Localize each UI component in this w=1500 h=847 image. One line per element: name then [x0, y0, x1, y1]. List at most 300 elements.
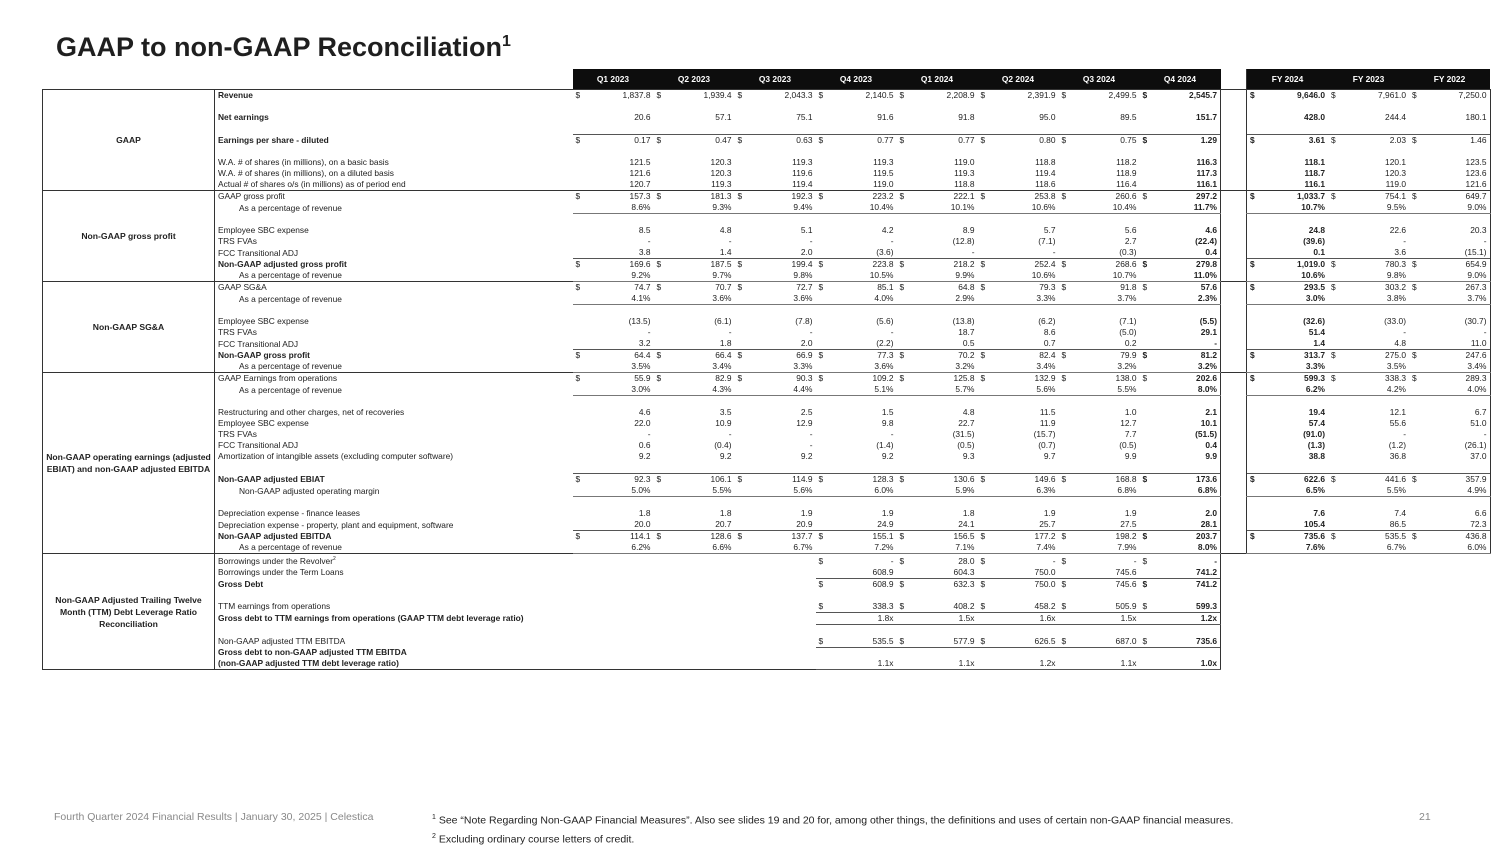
- quarter-value: -: [666, 327, 735, 338]
- currency-symbol: [897, 647, 909, 670]
- table-row: [43, 270, 1491, 282]
- quarter-value: 8.6%: [585, 202, 654, 214]
- empty-cell: [1247, 612, 1260, 624]
- quarter-value: 268.6: [1071, 259, 1140, 271]
- quarter-value: 4.6: [585, 407, 654, 418]
- year-value: 3.8%: [1340, 293, 1409, 305]
- currency-symbol: [897, 519, 909, 531]
- currency-symbol: [1247, 270, 1260, 282]
- currency-symbol: [573, 247, 585, 259]
- quarter-value: 9.9%: [909, 270, 978, 282]
- currency-symbol: [816, 247, 828, 259]
- quarter-value: [666, 612, 735, 624]
- currency-symbol: $: [1140, 90, 1152, 102]
- empty-cell: [1340, 612, 1409, 624]
- currency-symbol: $: [897, 636, 909, 648]
- year-value: -: [1421, 327, 1490, 338]
- spacer: [666, 214, 735, 226]
- currency-symbol: [1059, 418, 1071, 429]
- currency-symbol: $: [816, 191, 828, 203]
- currency-symbol: [573, 451, 585, 462]
- currency-symbol: [1059, 361, 1071, 373]
- column-gap: [1221, 567, 1247, 579]
- currency-symbol: [1140, 508, 1152, 519]
- currency-symbol: $: [1247, 191, 1260, 203]
- currency-symbol: $: [1247, 474, 1260, 486]
- year-value: 9.5%: [1340, 202, 1409, 214]
- currency-symbol: $: [816, 282, 828, 294]
- currency-symbol: [1059, 440, 1071, 451]
- table-row: [43, 474, 1491, 486]
- quarter-value: 72.7: [747, 282, 816, 294]
- empty-cell: [1247, 636, 1260, 648]
- section-label: Non-GAAP operating earnings (adjusted EBIAT) and non-GAAP adjusted EBITDA: [43, 373, 215, 554]
- quarter-value: 1.5x: [909, 612, 978, 624]
- spacer: [816, 214, 828, 226]
- row-label-text: FCC Transitional ADJ: [218, 339, 298, 349]
- spacer: [573, 101, 585, 112]
- empty-cell: [1421, 601, 1490, 613]
- currency-symbol: $: [735, 373, 747, 385]
- row-label-text: Depreciation expense - property, plant and equipment, software: [218, 520, 453, 530]
- quarter-value: 4.2: [828, 225, 897, 236]
- page-title: GAAP to non-GAAP Reconciliation$^1$: [56, 32, 511, 63]
- spacer: [666, 305, 735, 317]
- currency-symbol: [1328, 236, 1340, 247]
- currency-symbol: [816, 384, 828, 396]
- quarter-value: 20.0: [585, 519, 654, 531]
- quarter-value: 11.5: [990, 407, 1059, 418]
- column-gap: [1221, 407, 1247, 418]
- empty-cell: [1409, 647, 1421, 670]
- empty-cell: [1409, 612, 1421, 624]
- table-row: [43, 293, 1491, 305]
- year-value: (1.3): [1259, 440, 1328, 451]
- spacer: [1409, 146, 1421, 157]
- spacer: [1059, 214, 1071, 226]
- column-gap: [1221, 338, 1247, 350]
- section-label: Non-GAAP gross profit: [43, 191, 215, 282]
- quarter-value: 9.2: [747, 451, 816, 462]
- currency-symbol: $: [573, 282, 585, 294]
- spacer: [735, 624, 747, 636]
- spacer: [1140, 123, 1152, 135]
- quarter-value: 12.7: [1071, 418, 1140, 429]
- currency-symbol: $: [1328, 135, 1340, 147]
- quarter-value: 3.4%: [990, 361, 1059, 373]
- spacer-row: [43, 123, 1491, 135]
- quarter-value: 11.0%: [1152, 270, 1221, 282]
- quarter-value: 4.8: [666, 225, 735, 236]
- table-row: [43, 601, 1491, 613]
- currency-symbol: [1328, 508, 1340, 519]
- spacer: [735, 305, 747, 317]
- currency-symbol: [735, 554, 747, 567]
- quarter-value: 187.5: [666, 259, 735, 271]
- empty-cell: [1328, 567, 1340, 579]
- currency-symbol: [654, 112, 666, 123]
- spacer: [1259, 123, 1328, 135]
- spacer: [735, 123, 747, 135]
- quarter-value: -: [585, 429, 654, 440]
- quarter-value: 91.8: [909, 112, 978, 123]
- currency-symbol: [654, 554, 666, 567]
- quarter-value: 119.3: [666, 179, 735, 191]
- currency-symbol: [1247, 338, 1260, 350]
- quarter-value: (5.0): [1071, 327, 1140, 338]
- currency-symbol: $: [978, 373, 990, 385]
- currency-symbol: [654, 202, 666, 214]
- currency-symbol: [816, 361, 828, 373]
- currency-symbol: [897, 202, 909, 214]
- quarter-value: 279.8: [1152, 259, 1221, 271]
- empty-cell: [1328, 554, 1340, 567]
- currency-symbol: $: [1140, 578, 1152, 590]
- spacer: [1328, 214, 1340, 226]
- currency-symbol: [897, 270, 909, 282]
- quarter-value: 82.4: [990, 350, 1059, 362]
- currency-symbol: $: [1059, 135, 1071, 147]
- currency-symbol: [654, 327, 666, 338]
- quarter-value: 79.9: [1071, 350, 1140, 362]
- currency-symbol: [654, 612, 666, 624]
- quarter-value: -: [990, 247, 1059, 259]
- currency-symbol: $: [1247, 259, 1260, 271]
- quarter-value: 0.4: [1152, 440, 1221, 451]
- quarter-value: 10.6%: [990, 202, 1059, 214]
- currency-symbol: $: [1247, 282, 1260, 294]
- quarter-value: 3.2%: [1071, 361, 1140, 373]
- spacer: [1152, 101, 1221, 112]
- quarter-value: 10.1: [1152, 418, 1221, 429]
- spacer: [828, 101, 897, 112]
- currency-symbol: [1059, 542, 1071, 554]
- row-label-text: Borrowings under the Revolver: [218, 556, 333, 566]
- currency-symbol: [1140, 485, 1152, 497]
- currency-symbol: $: [897, 90, 909, 102]
- empty-cell: [1409, 601, 1421, 613]
- currency-symbol: [816, 293, 828, 305]
- quarter-value: 505.9: [1071, 601, 1140, 613]
- spacer: [1221, 624, 1247, 636]
- quarter-value: 10.6%: [990, 270, 1059, 282]
- currency-symbol: $: [897, 373, 909, 385]
- spacer: [1140, 497, 1152, 509]
- quarter-value: 2.0: [1152, 508, 1221, 519]
- empty-cell: [1328, 612, 1340, 624]
- currency-symbol: [978, 293, 990, 305]
- quarter-value: 137.7: [747, 531, 816, 543]
- currency-symbol: [1247, 157, 1260, 168]
- spacer: [1140, 101, 1152, 112]
- quarter-value: 6.6%: [666, 542, 735, 554]
- spacer: [1259, 590, 1328, 601]
- currency-symbol: [1059, 225, 1071, 236]
- spacer: [747, 396, 816, 408]
- currency-symbol: [978, 519, 990, 531]
- spacer: [1221, 214, 1247, 226]
- currency-symbol: [1328, 485, 1340, 497]
- quarter-value: 118.8: [990, 157, 1059, 168]
- quarter-value: 119.0: [828, 179, 897, 191]
- row-label: [215, 474, 573, 486]
- quarter-value: 3.3%: [990, 293, 1059, 305]
- currency-symbol: [735, 293, 747, 305]
- quarter-value: 8.0%: [1152, 384, 1221, 396]
- spacer: [1071, 590, 1140, 601]
- currency-symbol: [573, 519, 585, 531]
- currency-symbol: [978, 418, 990, 429]
- currency-symbol: [816, 440, 828, 451]
- quarter-value: 1.9: [990, 508, 1059, 519]
- spacer: [1059, 462, 1071, 474]
- column-header: Q1 2024: [897, 69, 978, 90]
- spacer: [897, 590, 909, 601]
- quarter-value: 745.6: [1071, 567, 1140, 579]
- spacer: [816, 590, 828, 601]
- year-value: 3.4%: [1421, 361, 1490, 373]
- currency-symbol: $: [573, 474, 585, 486]
- quarter-value: 5.1%: [828, 384, 897, 396]
- quarter-value: 10.5%: [828, 270, 897, 282]
- quarter-value: 0.5: [909, 338, 978, 350]
- empty-cell: [1259, 612, 1328, 624]
- column-gap: [1221, 542, 1247, 554]
- currency-symbol: [978, 485, 990, 497]
- year-value: 4.0%: [1421, 384, 1490, 396]
- column-gap: [1221, 485, 1247, 497]
- currency-symbol: $: [1328, 373, 1340, 385]
- spacer: [1421, 624, 1490, 636]
- currency-symbol: [1328, 407, 1340, 418]
- currency-symbol: [978, 407, 990, 418]
- footnote-ref: 2: [333, 556, 336, 562]
- year-value: 118.7: [1259, 168, 1328, 179]
- year-value: 3.61: [1259, 135, 1328, 147]
- year-value: 267.3: [1421, 282, 1490, 294]
- quarter-value: (0.3): [1071, 247, 1140, 259]
- section-label: Non-GAAP Adjusted Trailing Twelve Month (TTM) Debt Leverage Ratio Reconciliation: [43, 554, 215, 670]
- quarter-value: 119.5: [828, 168, 897, 179]
- table-row: [43, 191, 1491, 203]
- spacer: [573, 624, 585, 636]
- quarter-value: [666, 601, 735, 613]
- spacer: [1071, 123, 1140, 135]
- quarter-value: 173.6: [1152, 474, 1221, 486]
- year-value: 654.9: [1421, 259, 1490, 271]
- currency-symbol: [1409, 179, 1421, 191]
- year-value: 357.9: [1421, 474, 1490, 486]
- currency-symbol: [897, 179, 909, 191]
- quarter-value: 149.6: [990, 474, 1059, 486]
- year-value: 338.3: [1340, 373, 1409, 385]
- row-label: [215, 135, 573, 147]
- spacer: [666, 497, 735, 509]
- currency-symbol: [1247, 247, 1260, 259]
- empty-cell: [1259, 601, 1328, 613]
- quarter-value: -: [666, 429, 735, 440]
- currency-symbol: $: [735, 135, 747, 147]
- currency-symbol: $: [1059, 191, 1071, 203]
- year-value: 6.7%: [1340, 542, 1409, 554]
- currency-symbol: [1140, 567, 1152, 579]
- quarter-value: 2.1: [1152, 407, 1221, 418]
- currency-symbol: $: [1409, 191, 1421, 203]
- spacer: [1059, 497, 1071, 509]
- quarter-value: 116.3: [1152, 157, 1221, 168]
- currency-symbol: [1328, 293, 1340, 305]
- empty-cell: [1259, 578, 1328, 590]
- currency-symbol: [1328, 542, 1340, 554]
- currency-symbol: [573, 270, 585, 282]
- column-gap: [1221, 350, 1247, 362]
- year-value: 72.3: [1421, 519, 1490, 531]
- currency-symbol: [654, 179, 666, 191]
- currency-symbol: [1328, 112, 1340, 123]
- year-value: 19.4: [1259, 407, 1328, 418]
- quarter-value: 1,837.8: [585, 90, 654, 102]
- quarter-value: 608.9: [828, 567, 897, 579]
- currency-symbol: [1409, 429, 1421, 440]
- currency-symbol: $: [1140, 531, 1152, 543]
- currency-symbol: [1409, 316, 1421, 327]
- spacer: [585, 590, 654, 601]
- table-row: [43, 168, 1491, 179]
- currency-symbol: [816, 418, 828, 429]
- currency-symbol: [735, 247, 747, 259]
- quarter-value: 114.9: [747, 474, 816, 486]
- year-value: 436.8: [1421, 531, 1490, 543]
- currency-symbol: $: [1328, 474, 1340, 486]
- currency-symbol: [1059, 179, 1071, 191]
- currency-symbol: [573, 440, 585, 451]
- currency-symbol: [1140, 179, 1152, 191]
- table-row: [43, 236, 1491, 247]
- quarter-value: (5.5): [1152, 316, 1221, 327]
- column-gap: [1221, 247, 1247, 259]
- quarter-value: 203.7: [1152, 531, 1221, 543]
- reconciliation-table: [42, 69, 1491, 670]
- quarter-value: 121.5: [585, 157, 654, 168]
- spacer: [1247, 497, 1260, 509]
- year-value: 86.5: [1340, 519, 1409, 531]
- quarter-value: 181.3: [666, 191, 735, 203]
- spacer: [978, 497, 990, 509]
- spacer: [1059, 305, 1071, 317]
- quarter-value: -: [585, 236, 654, 247]
- table-row: [43, 225, 1491, 236]
- spacer: [1259, 305, 1328, 317]
- currency-symbol: $: [1140, 601, 1152, 613]
- spacer: [654, 497, 666, 509]
- currency-symbol: [654, 236, 666, 247]
- currency-symbol: $: [573, 191, 585, 203]
- currency-symbol: $: [1409, 350, 1421, 362]
- spacer: [585, 305, 654, 317]
- currency-symbol: $: [1409, 90, 1421, 102]
- spacer: [897, 396, 909, 408]
- row-label: [215, 270, 573, 282]
- currency-symbol: [1140, 418, 1152, 429]
- spacer: [897, 214, 909, 226]
- quarter-value: 3.2%: [909, 361, 978, 373]
- quarter-value: (12.8): [909, 236, 978, 247]
- quarter-value: 118.9: [1071, 168, 1140, 179]
- currency-symbol: [978, 168, 990, 179]
- spacer: [1152, 305, 1221, 317]
- quarter-value: 9.7%: [666, 270, 735, 282]
- row-label-text: As a percentage of revenue: [239, 294, 342, 304]
- spacer: [828, 146, 897, 157]
- year-value: 313.7: [1259, 350, 1328, 362]
- column-gap: [1221, 531, 1247, 543]
- spacer: [1152, 146, 1221, 157]
- quarter-value: 2.3%: [1152, 293, 1221, 305]
- spacer: [1259, 462, 1328, 474]
- column-gap: [1221, 225, 1247, 236]
- currency-symbol: [1059, 112, 1071, 123]
- page-number: 21: [1419, 811, 1431, 823]
- spacer: [654, 462, 666, 474]
- row-label: [215, 327, 573, 338]
- table-row: [43, 519, 1491, 531]
- currency-symbol: [1247, 225, 1260, 236]
- currency-symbol: [573, 316, 585, 327]
- currency-symbol: $: [1140, 191, 1152, 203]
- spacer: [654, 214, 666, 226]
- quarter-value: 116.4: [1071, 179, 1140, 191]
- spacer: [1421, 462, 1490, 474]
- spacer: [1421, 146, 1490, 157]
- quarter-value: 10.7%: [1071, 270, 1140, 282]
- column-gap: [1221, 270, 1247, 282]
- currency-symbol: [654, 508, 666, 519]
- spacer: [1409, 590, 1421, 601]
- empty-cell: [1421, 636, 1490, 648]
- quarter-value: 222.1: [909, 191, 978, 203]
- currency-symbol: $: [1409, 373, 1421, 385]
- spacer: [1328, 396, 1340, 408]
- spacer: [1071, 101, 1140, 112]
- currency-symbol: [654, 578, 666, 590]
- column-gap: [1221, 112, 1247, 123]
- quarter-value: 3.5: [666, 407, 735, 418]
- currency-symbol: $: [1059, 601, 1071, 613]
- quarter-value: 85.1: [828, 282, 897, 294]
- currency-symbol: [735, 384, 747, 396]
- row-label-text: Gross debt to TTM earnings from operations (GAAP TTM debt leverage ratio): [218, 613, 524, 623]
- quarter-value: 11.9: [990, 418, 1059, 429]
- table-row: [43, 554, 1491, 567]
- currency-symbol: [1247, 508, 1260, 519]
- currency-symbol: [573, 578, 585, 590]
- spacer: [747, 590, 816, 601]
- currency-symbol: [735, 612, 747, 624]
- quarter-value: 106.1: [666, 474, 735, 486]
- empty-cell: [1259, 647, 1328, 670]
- column-gap: [1221, 179, 1247, 191]
- empty-cell: [1328, 578, 1340, 590]
- column-gap: [1221, 327, 1247, 338]
- empty-cell: [1259, 567, 1328, 579]
- currency-symbol: [978, 316, 990, 327]
- row-label-line: (non-GAAP adjusted TTM debt leverage ratio): [218, 658, 570, 669]
- spacer: [1409, 462, 1421, 474]
- spacer: [1259, 146, 1328, 157]
- currency-symbol: [1409, 508, 1421, 519]
- currency-symbol: [1409, 418, 1421, 429]
- quarter-value: 1.8x: [828, 612, 897, 624]
